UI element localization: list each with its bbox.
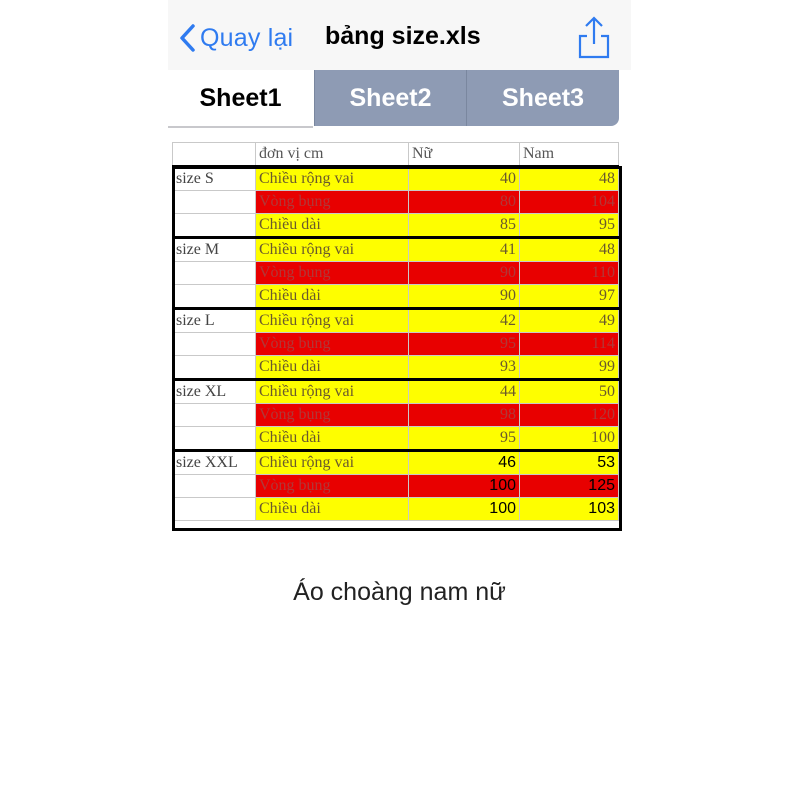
table-cell[interactable]: size L (173, 309, 256, 333)
table-cell[interactable]: 44 (409, 380, 520, 404)
table-cell[interactable]: 104 (520, 191, 619, 214)
tab-sheet3[interactable]: Sheet3 (466, 70, 619, 126)
table-cell[interactable]: 85 (409, 214, 520, 238)
table-cell[interactable]: Vòng bụng (256, 262, 409, 285)
table-cell[interactable]: Chiều dài (256, 498, 409, 521)
table-cell[interactable]: 100 (520, 427, 619, 451)
table-cell[interactable] (173, 285, 256, 309)
header-cell: đơn vị cm (256, 143, 409, 167)
table-row (173, 167, 619, 191)
table-cell[interactable] (173, 427, 256, 451)
table-cell[interactable]: 40 (409, 167, 520, 191)
table-row (173, 309, 619, 333)
table-row (173, 451, 619, 475)
table-cell[interactable]: Vòng bụng (256, 333, 409, 356)
header-cell: Nam (520, 143, 619, 167)
table-cell[interactable]: 125 (520, 475, 619, 498)
table-cell[interactable] (173, 498, 256, 521)
table-cell[interactable]: Chiều rộng vai (256, 167, 409, 191)
table-cell[interactable]: Chiều rộng vai (256, 380, 409, 404)
share-button[interactable] (574, 14, 614, 60)
table-cell[interactable]: 50 (520, 380, 619, 404)
table-row (173, 285, 619, 309)
table-cell[interactable] (173, 356, 256, 380)
table-row (173, 427, 619, 451)
tab-sheet1[interactable]: Sheet1 (168, 70, 313, 128)
table-cell[interactable]: Vòng bụng (256, 475, 409, 498)
table-cell[interactable]: size M (173, 238, 256, 262)
table-cell[interactable]: Chiều dài (256, 285, 409, 309)
table-cell[interactable]: Chiều rộng vai (256, 451, 409, 475)
table-cell[interactable]: 100 (409, 475, 520, 498)
table-cell[interactable]: 100 (409, 498, 520, 521)
table-cell[interactable]: 95 (409, 427, 520, 451)
chevron-left-icon (178, 23, 196, 53)
table-cell[interactable] (173, 333, 256, 356)
size-table (172, 142, 619, 521)
table-row (173, 475, 619, 498)
table-cell[interactable]: 80 (409, 191, 520, 214)
table-cell[interactable]: 46 (409, 451, 520, 475)
header-cell (173, 143, 256, 167)
document-title: bảng size.xls (325, 22, 481, 50)
table-cell[interactable]: Vòng bụng (256, 191, 409, 214)
table-cell[interactable]: 53 (520, 451, 619, 475)
table-row (173, 380, 619, 404)
navigation-bar (168, 0, 631, 71)
table-cell[interactable]: Vòng bụng (256, 404, 409, 427)
table-cell[interactable]: 110 (520, 262, 619, 285)
table-cell[interactable]: 114 (520, 333, 619, 356)
table-cell[interactable]: 42 (409, 309, 520, 333)
caption: Áo choàng nam nữ (293, 578, 506, 606)
table-row (173, 404, 619, 427)
header-cell: Nữ (409, 143, 520, 167)
table-row (173, 238, 619, 262)
table-row (173, 191, 619, 214)
table-cell[interactable]: 103 (520, 498, 619, 521)
table-row (173, 356, 619, 380)
table-cell[interactable]: 120 (520, 404, 619, 427)
table-row (173, 498, 619, 521)
table-cell[interactable]: Chiều rộng vai (256, 309, 409, 333)
tab-sheet2[interactable]: Sheet2 (314, 70, 466, 126)
back-label: Quay lại (200, 23, 294, 52)
header-row (173, 143, 619, 167)
table-cell[interactable]: 99 (520, 356, 619, 380)
table-cell[interactable] (173, 191, 256, 214)
table-cell[interactable]: 95 (409, 333, 520, 356)
table-cell[interactable]: 93 (409, 356, 520, 380)
table-cell[interactable] (173, 262, 256, 285)
table-cell[interactable]: size XL (173, 380, 256, 404)
back-button[interactable] (178, 18, 293, 58)
table-cell[interactable]: Chiều dài (256, 356, 409, 380)
sheet-tabs (168, 70, 631, 128)
table-cell[interactable]: 97 (520, 285, 619, 309)
table-cell[interactable]: Chiều dài (256, 214, 409, 238)
table-cell[interactable] (173, 475, 256, 498)
table-row (173, 214, 619, 238)
table-cell[interactable]: 41 (409, 238, 520, 262)
table-cell[interactable]: size S (173, 167, 256, 191)
table-cell[interactable]: 98 (409, 404, 520, 427)
document-viewer (168, 0, 631, 800)
table-cell[interactable]: 49 (520, 309, 619, 333)
table-cell[interactable]: 90 (409, 262, 520, 285)
table-cell[interactable] (173, 214, 256, 238)
table-cell[interactable] (173, 404, 256, 427)
table-cell[interactable]: size XXL (173, 451, 256, 475)
spreadsheet (172, 142, 624, 521)
table-row (173, 333, 619, 356)
table-row (173, 262, 619, 285)
table-cell[interactable]: 48 (520, 238, 619, 262)
share-icon (574, 14, 614, 60)
table-cell[interactable]: 48 (520, 167, 619, 191)
table-cell[interactable]: 90 (409, 285, 520, 309)
table-cell[interactable]: Chiều rộng vai (256, 238, 409, 262)
table-cell[interactable]: Chiều dài (256, 427, 409, 451)
table-cell[interactable]: 95 (520, 214, 619, 238)
